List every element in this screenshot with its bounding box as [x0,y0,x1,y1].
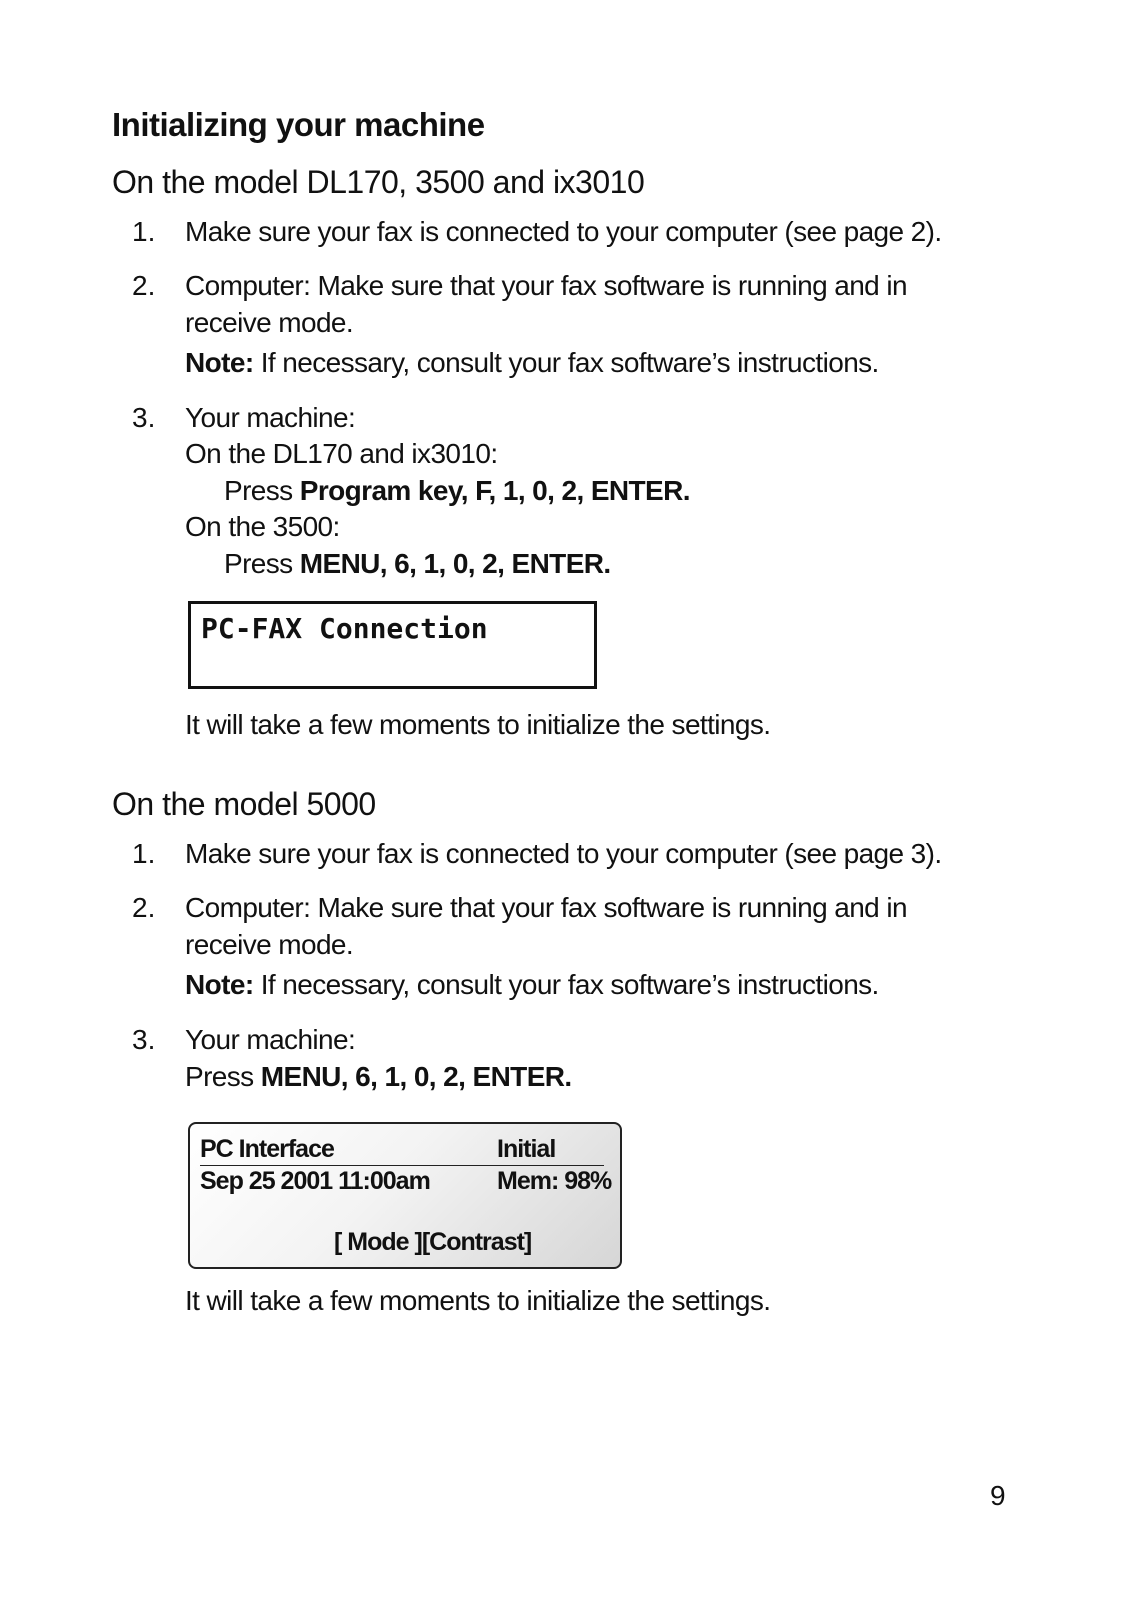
page-number: 9 [990,1480,1006,1511]
s2-step2-line1: Computer: Make sure that your fax software is running and in [185,892,907,923]
key-sequence: MENU, 6, 1, 0, 2, ENTER. [299,548,611,579]
s1-caption: It will take a few moments to initialize the settings. [185,709,771,740]
key-sequence: Program key, F, 1, 0, 2, ENTER. [299,475,690,506]
press-word: Press [185,1061,261,1092]
s2-step2-line2: receive mode. [185,929,354,960]
s2-step1-text: Make sure your fax is connected to your computer (see page 3). [185,838,942,869]
note-label: Note: [185,969,254,1000]
lcd-row3-softkeys: [ Mode ][Contrast] [334,1228,532,1256]
lcd-text: PC-FAX Connection [201,612,488,645]
lcd-row2-left: Sep 25 2001 11:00am [200,1167,430,1195]
s1-step2-note [185,349,879,377]
s1-step1-text: Make sure your fax is connected to your computer (see page 2). [185,216,942,247]
section2-heading: On the model 5000 [112,786,376,822]
s2-press [185,1063,572,1091]
s1-step2-number: 2. [132,270,156,301]
lcd-display-pc-interface [188,1122,622,1269]
s2-step3-line1: Your machine: [185,1024,356,1055]
s2-step1-number: 1. [132,838,156,869]
s2-step2-note [185,971,879,999]
lcd-row1-right: Initial [497,1135,556,1163]
s2-step2-number: 2. [132,892,156,923]
s2-caption: It will take a few moments to initialize the settings. [185,1285,771,1316]
note-label: Note: [185,347,254,378]
lcd-display-pcfax [188,601,597,689]
press-word: Press [224,548,300,579]
lcd-row1-left: PC Interface [200,1135,334,1163]
key-sequence: MENU, 6, 1, 0, 2, ENTER. [260,1061,572,1092]
s2-step3-number: 3. [132,1024,156,1055]
s1-step2-line2: receive mode. [185,307,354,338]
note-text: If necessary, consult your fax software’s instructions. [253,969,879,1000]
s1-dl-label: On the DL170 and ix3010: [185,438,498,469]
note-text: If necessary, consult your fax software’s instructions. [253,347,879,378]
s1-step3-line1: Your machine: [185,402,356,433]
s1-3500-press [224,550,611,578]
press-word: Press [224,475,300,506]
s1-step3-number: 3. [132,402,156,433]
s1-step2-line1: Computer: Make sure that your fax software is running and in [185,270,907,301]
section1-heading: On the model DL170, 3500 and ix3010 [112,164,645,200]
lcd-divider [200,1165,604,1166]
s1-3500-label: On the 3500: [185,511,340,542]
s1-dl-press [224,477,690,505]
page-title: Initializing your machine [112,106,485,143]
s1-step1-number: 1. [132,216,156,247]
lcd-row2-right: Mem: 98% [497,1167,612,1195]
